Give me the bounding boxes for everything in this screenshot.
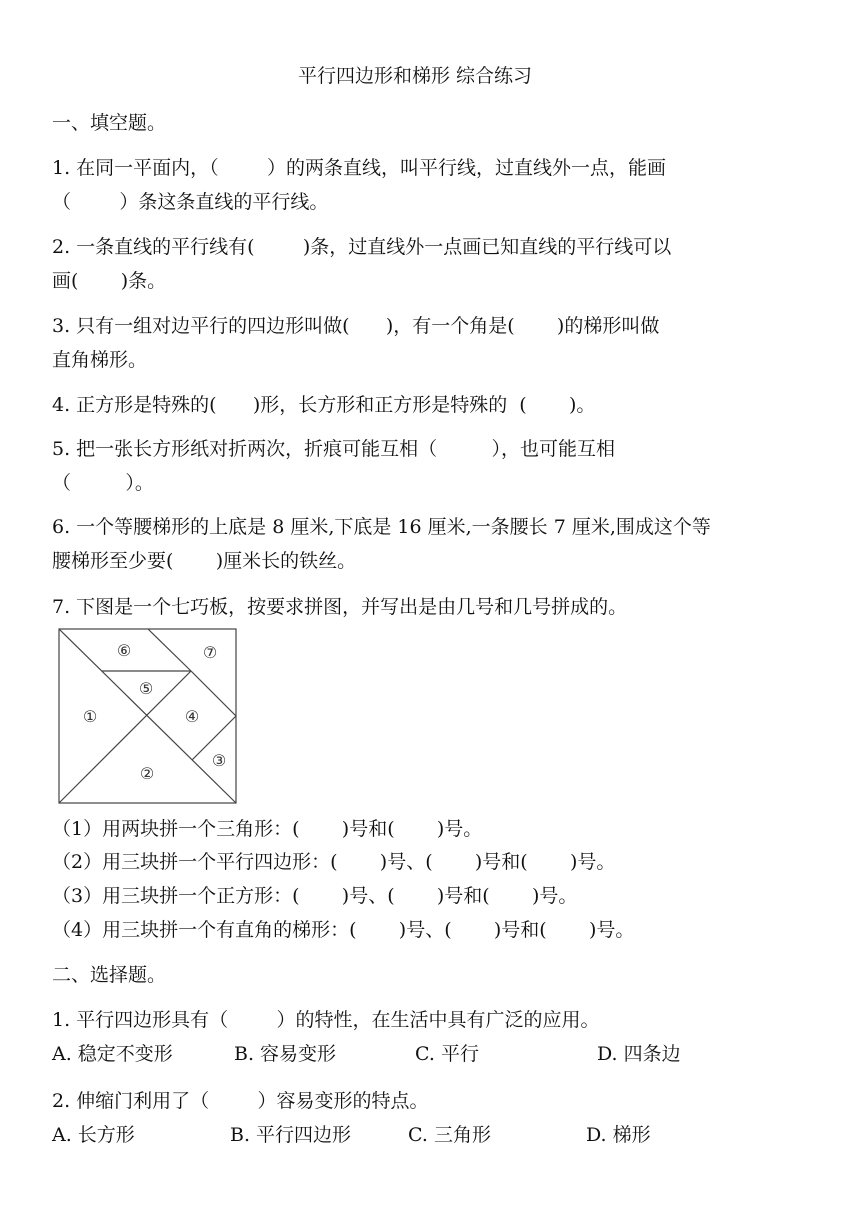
question-5-line-1: 5. 把一张长方形纸对折两次，折痕可能互相（ ），也可能互相 xyxy=(52,438,616,460)
choice-question-2-stem: 2. 伸缩门利用了（ ）容易变形的特点。 xyxy=(52,1090,429,1112)
choice-question-1-option-a: A. 稳定不变形 xyxy=(52,1043,173,1065)
tangram-label-5: ⑤ xyxy=(138,679,154,698)
tangram-label-2: ② xyxy=(139,764,155,783)
choice-question-2-option-b: B. 平行四边形 xyxy=(230,1124,352,1146)
question-7-sub-3: （3）用三块拼一个正方形：( )号、( )号和( )号。 xyxy=(52,885,578,907)
tangram-label-4: ④ xyxy=(184,707,200,726)
choice-question-2-option-a: A. 长方形 xyxy=(52,1124,135,1146)
section-heading-fill-in: 一、填空题。 xyxy=(52,112,167,134)
tangram-line-parallelogram-top xyxy=(148,629,191,671)
question-6-line-2: 腰梯形至少要( )厘米长的铁丝。 xyxy=(52,550,357,572)
question-7-sub-1: （1）用两块拼一个三角形：( )号和( )号。 xyxy=(52,818,483,840)
question-6-line-1: 6. 一个等腰梯形的上底是 8 厘米,下底是 16 厘米,一条腰长 7 厘米,围成这个等 xyxy=(52,516,711,538)
choice-question-1-option-c: C. 平行 xyxy=(415,1043,479,1065)
question-2-line-1: 2. 一条直线的平行线有( )条，过直线外一点画已知直线的平行线可以 xyxy=(52,236,672,258)
question-3-line-2: 直角梯形。 xyxy=(52,349,148,371)
question-4-line-1: 4. 正方形是特殊的( )形，长方形和正方形是特殊的 ( )。 xyxy=(52,394,596,416)
question-7-sub-2: （2）用三块拼一个平行四边形：( )号、( )号和( )号。 xyxy=(52,851,616,873)
question-2-line-2: 画( )条。 xyxy=(52,270,167,292)
tangram-line-anti-diagonal xyxy=(59,671,191,803)
question-1-line-1: 1. 在同一平面内，（ ）的两条直线，叫平行线，过直线外一点，能画 xyxy=(52,157,666,179)
tangram-figure xyxy=(58,628,238,804)
section-heading-choice: 二、选择题。 xyxy=(52,964,167,986)
choice-question-1-stem: 1. 平行四边形具有（ ）的特性，在生活中具有广泛的应用。 xyxy=(52,1009,600,1031)
tangram-label-1: ① xyxy=(82,707,98,726)
question-1-line-2: （ ）条这条直线的平行线。 xyxy=(52,191,329,213)
question-7-line-1: 7. 下图是一个七巧板，按要求拼图，并写出是由几号和几号拼成的。 xyxy=(52,596,628,618)
question-7-sub-4: （4）用三块拼一个有直角的梯形：( )号、( )号和( )号。 xyxy=(52,919,635,941)
page-title: 平行四边形和梯形 综合练习 xyxy=(298,65,533,87)
tangram-label-7: ⑦ xyxy=(202,643,218,662)
choice-question-2-option-d: D. 梯形 xyxy=(586,1124,651,1146)
tangram-label-3: ③ xyxy=(211,751,227,770)
tangram-label-6: ⑥ xyxy=(116,641,132,660)
choice-question-1-option-b: B. 容易变形 xyxy=(234,1043,337,1065)
choice-question-2-option-c: C. 三角形 xyxy=(408,1124,491,1146)
choice-question-1-option-d: D. 四条边 xyxy=(597,1043,681,1065)
question-3-line-1: 3. 只有一组对边平行的四边形叫做( )，有一个角是( )的梯形叫做 xyxy=(52,315,660,337)
question-5-line-2: （ ）。 xyxy=(52,472,154,494)
